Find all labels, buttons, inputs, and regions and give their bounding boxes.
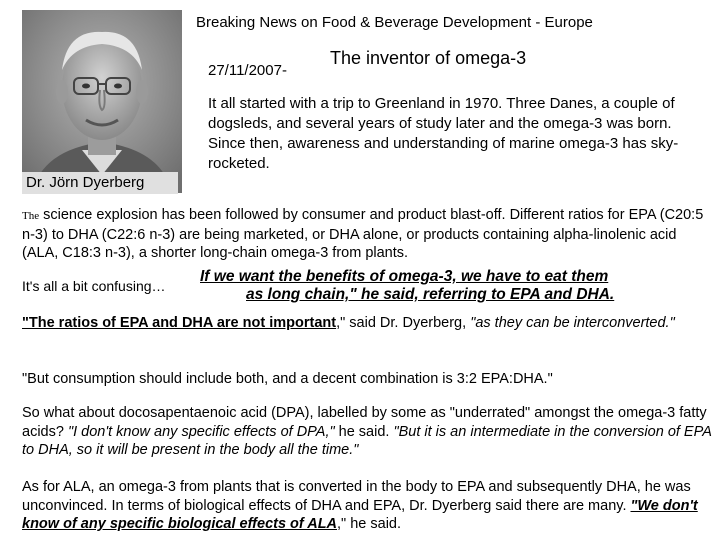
- article-date: 27/11/2007-: [208, 62, 287, 79]
- pull-quote: [200, 268, 710, 304]
- page-header: Breaking News on Food & Beverage Development - Europe: [196, 14, 593, 31]
- paragraph-science-explosion: [22, 206, 712, 263]
- article-intro: It all started with a trip to Greenland in 1970. Three Danes, a couple of dogsleds, and several years of study later and the omega-3 was born. Since then, awareness and understanding of marine omega-3 has sky-rocketed.: [208, 95, 679, 172]
- pull-quote-line: as long chain," he said, referring to EPA and DHA.: [246, 286, 615, 303]
- quote-italic: "as they can be interconverted.": [470, 315, 675, 331]
- subhead-confusing: It's all a bit confusing…: [22, 278, 166, 294]
- paragraph-ala: As for ALA, an omega-3 from plants that is converted in the body to EPA and subsequently DHA, he was unconvinced. In terms of biological effects of DHA and EPA, Dr. Dyerberg said there are many. "We don't know of any specific biological effects of ALA," he said.: [22, 479, 698, 532]
- quote-underlined: "We don't know of any specific biological effects of ALA: [22, 497, 698, 532]
- pull-quote-line: If we want the benefits of omega-3, we have to eat them: [200, 268, 609, 285]
- photo-caption: Dr. Jörn Dyerberg: [22, 172, 178, 194]
- paragraph-lead-word: The: [22, 210, 40, 222]
- portrait-photo: [22, 10, 182, 193]
- article-headline: The inventor of omega-3: [330, 48, 527, 68]
- paragraph-dpa: So what about docosapentaenoic acid (DPA), labelled by some as "underrated" amongst the omega-3 fatty acids? "I don't know any specific effects of DPA," he said. "But it is an intermediate in the conversion of EPA to DHA, so it will be present in the body all the time.": [22, 405, 712, 458]
- paragraph-consumption: "But consumption should include both, and a decent combination is 3:2 EPA:DHA.": [22, 371, 553, 387]
- quote-underlined: "The ratios of EPA and DHA are not important: [22, 315, 337, 331]
- paragraph-text: science explosion has been followed by consumer and product blast-off. Different ratios for EPA (C20:5 n-3) to DHA (C22:6 n-3) are being marketed, or DHA alone, or products containing alpha-linolenic acid (ALA, C18:3 n-3), a shorter long-chain omega-3 from plants.: [22, 207, 704, 261]
- paragraph-ratios: "The ratios of EPA and DHA are not important," said Dr. Dyerberg, "as they can be interconverted.": [22, 315, 675, 331]
